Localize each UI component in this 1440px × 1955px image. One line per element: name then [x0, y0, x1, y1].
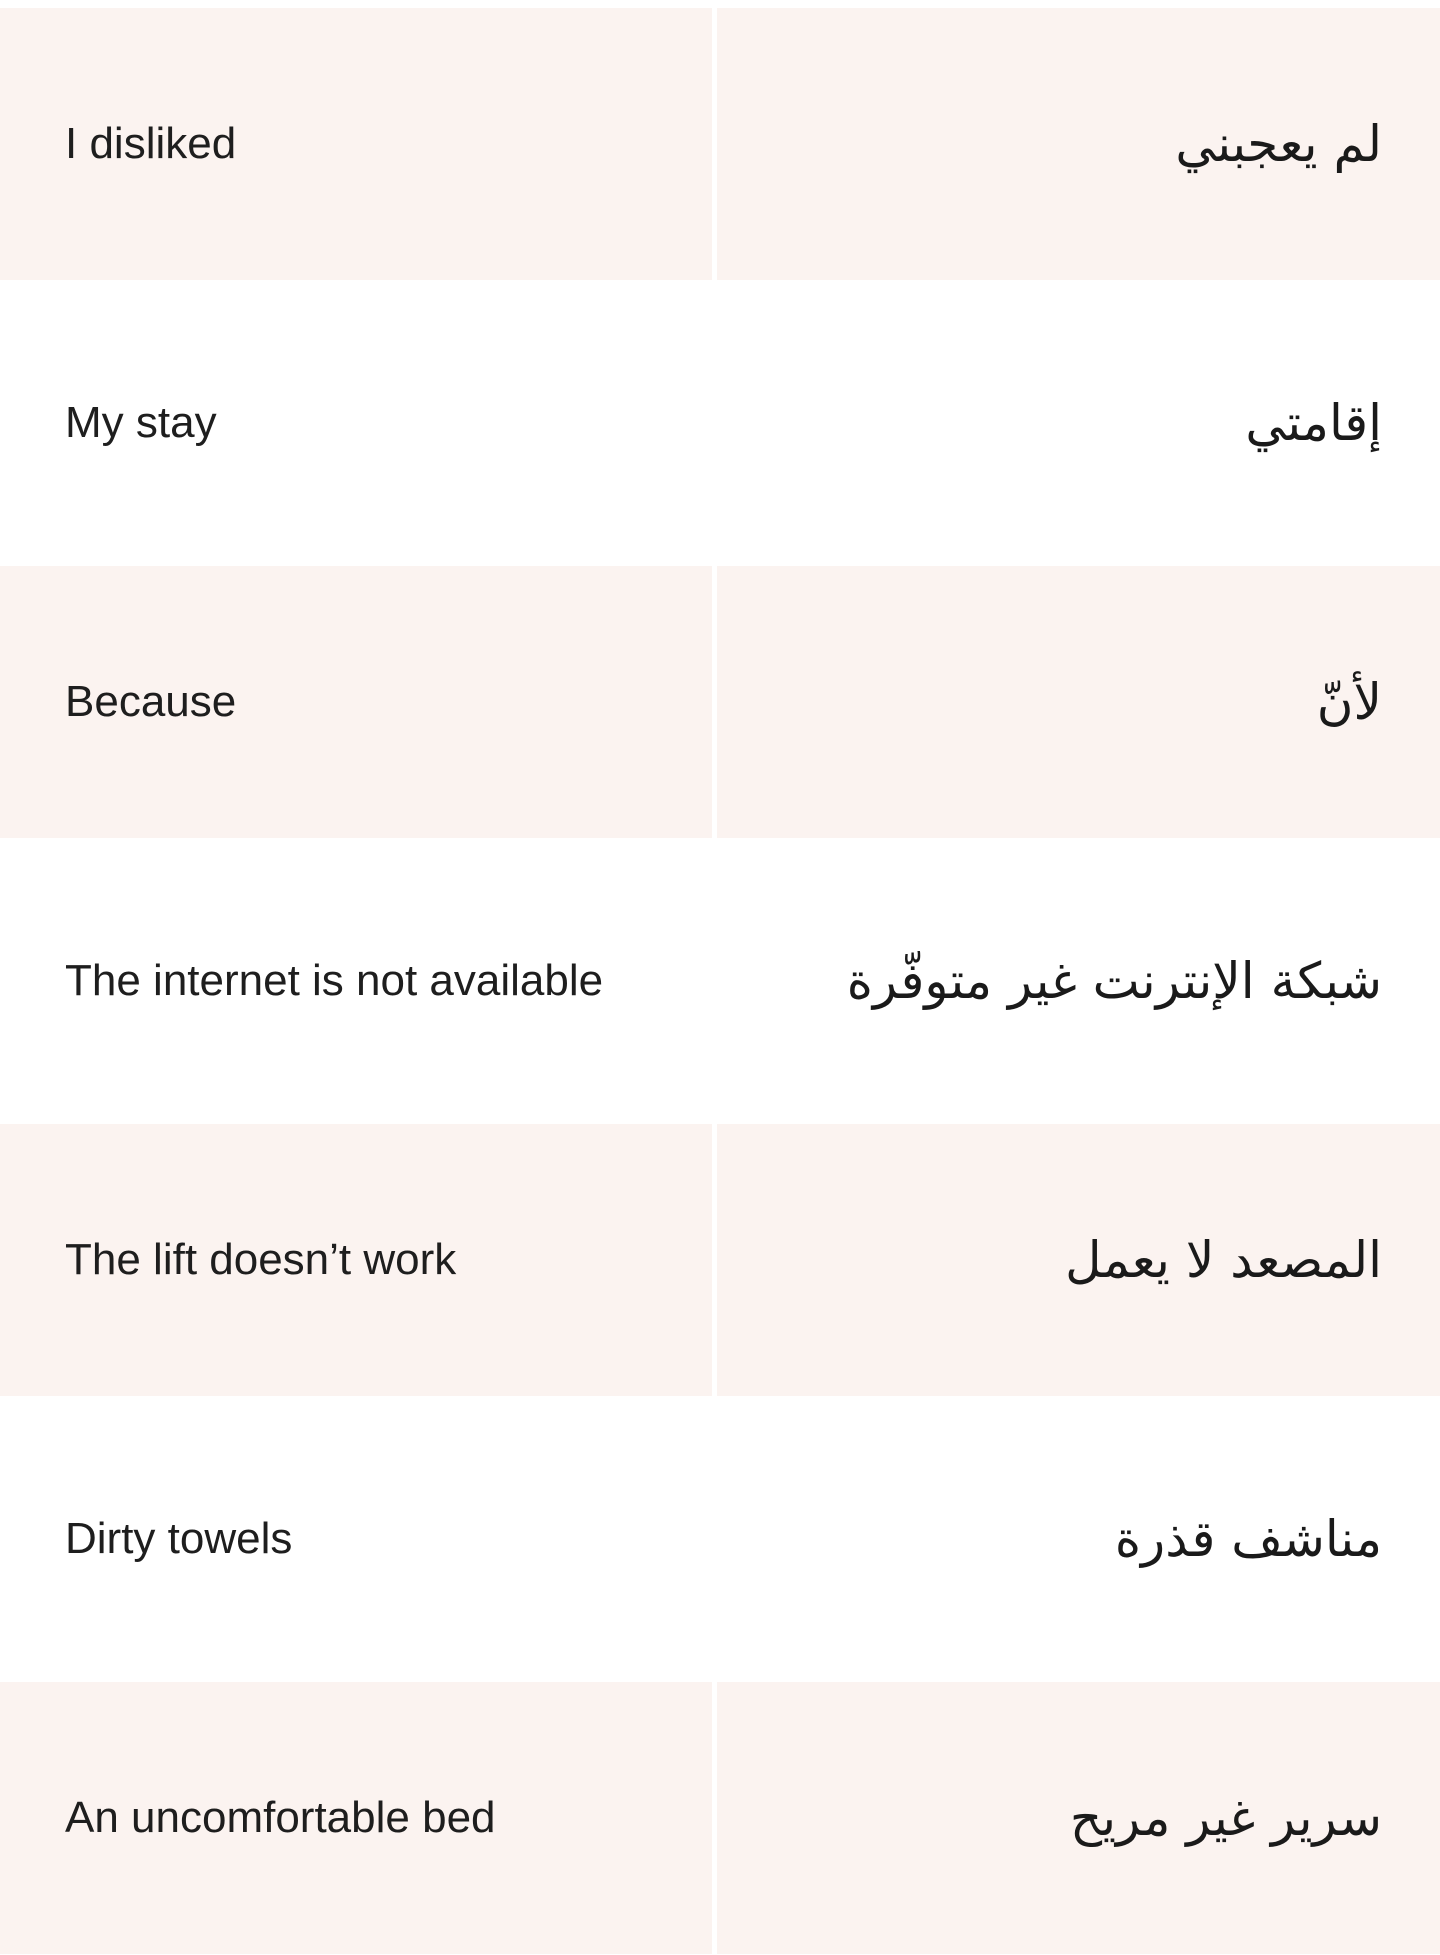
- phrase-row: [0, 1396, 1440, 1682]
- english-cell: [0, 566, 712, 838]
- english-cell: [0, 280, 712, 566]
- english-phrase: My stay: [65, 398, 217, 447]
- arabic-cell: [717, 1124, 1440, 1396]
- arabic-cell: [717, 280, 1440, 566]
- arabic-phrase: شبكة الإنترنت غير متوفّرة: [846, 952, 1382, 1010]
- english-cell: [0, 8, 712, 280]
- arabic-cell: [717, 838, 1440, 1124]
- english-phrase: I disliked: [65, 119, 237, 168]
- phrase-row: [0, 566, 1440, 838]
- arabic-cell: [717, 1396, 1440, 1682]
- arabic-cell: [717, 1682, 1440, 1954]
- arabic-phrase: المصعد لا يعمل: [1065, 1231, 1382, 1289]
- phrase-row: [0, 8, 1440, 280]
- english-cell: [0, 1682, 712, 1954]
- english-cell: [0, 1124, 712, 1396]
- phrase-row: [0, 1682, 1440, 1954]
- arabic-cell: [717, 8, 1440, 280]
- arabic-phrase: سرير غير مريح: [1069, 1789, 1382, 1847]
- arabic-phrase: لم يعجبني: [1175, 115, 1382, 173]
- phrase-row: [0, 838, 1440, 1124]
- english-phrase: An uncomfortable bed: [65, 1793, 496, 1842]
- arabic-cell: [717, 566, 1440, 838]
- english-phrase: Dirty towels: [65, 1514, 293, 1563]
- english-cell: [0, 838, 712, 1124]
- arabic-phrase: إقامتي: [1245, 394, 1382, 452]
- arabic-phrase: مناشف قذرة: [1114, 1510, 1382, 1568]
- phrase-row: [0, 1124, 1440, 1396]
- arabic-phrase: لأنّ: [1316, 673, 1382, 731]
- english-phrase: The lift doesn’t work: [65, 1235, 457, 1284]
- phrase-row: [0, 280, 1440, 566]
- english-phrase: The internet is not available: [65, 956, 604, 1005]
- phrase-table: [0, 8, 1440, 1954]
- english-cell: [0, 1396, 712, 1682]
- english-phrase: Because: [65, 677, 237, 726]
